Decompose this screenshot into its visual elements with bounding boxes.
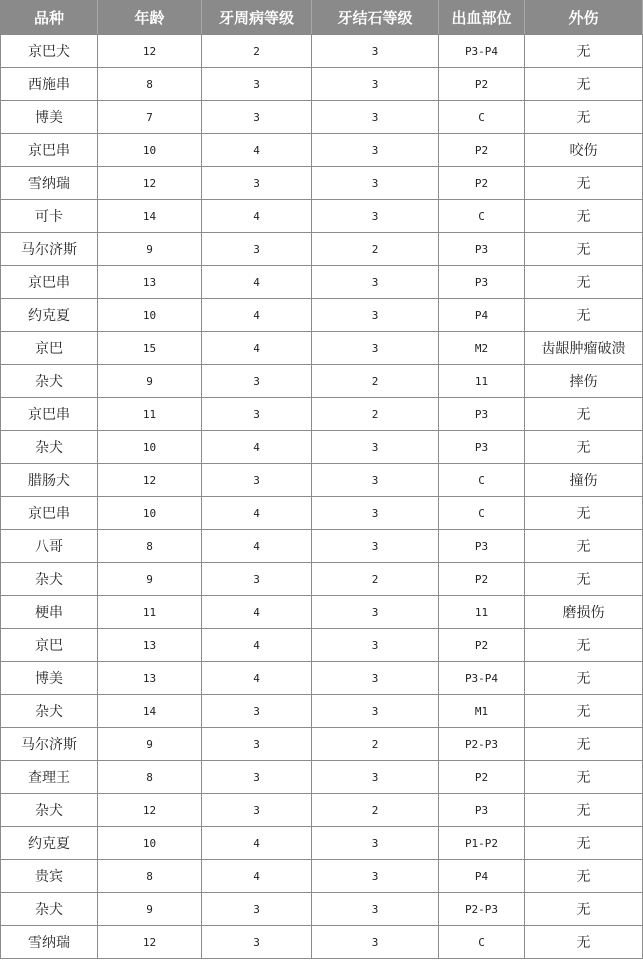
breed-cell: 约克夏 — [1, 827, 98, 860]
bleeding-site-cell: P1-P2 — [439, 827, 525, 860]
bleeding-site-cell: 11 — [439, 596, 525, 629]
bleeding-site-cell: P2 — [439, 134, 525, 167]
trauma-cell: 无 — [525, 860, 643, 893]
bleeding-site-cell: P2 — [439, 629, 525, 662]
trauma-cell: 无 — [525, 695, 643, 728]
age-cell: 8 — [98, 761, 202, 794]
header-trauma: 外伤 — [525, 1, 643, 35]
breed-cell: 博美 — [1, 662, 98, 695]
table-row — [1, 134, 643, 167]
age-cell: 15 — [98, 332, 202, 365]
tartar-grade-cell: 3 — [312, 662, 439, 695]
header-row — [1, 1, 643, 35]
breed-cell: 腊肠犬 — [1, 464, 98, 497]
bleeding-site-cell: C — [439, 464, 525, 497]
bleeding-site-cell: P2 — [439, 167, 525, 200]
periodontal-grade-cell: 4 — [202, 266, 312, 299]
periodontal-grade-cell: 3 — [202, 893, 312, 926]
breed-cell: 梗串 — [1, 596, 98, 629]
breed-cell: 京巴串 — [1, 497, 98, 530]
periodontal-grade-cell: 4 — [202, 860, 312, 893]
age-cell: 13 — [98, 266, 202, 299]
trauma-cell: 无 — [525, 761, 643, 794]
table-row — [1, 629, 643, 662]
table-row — [1, 464, 643, 497]
table-row — [1, 332, 643, 365]
periodontal-grade-cell: 3 — [202, 365, 312, 398]
breed-cell: 京巴犬 — [1, 35, 98, 68]
breed-cell: 京巴串 — [1, 134, 98, 167]
table-row — [1, 35, 643, 68]
breed-cell: 博美 — [1, 101, 98, 134]
periodontal-grade-cell: 4 — [202, 332, 312, 365]
table-row — [1, 497, 643, 530]
tartar-grade-cell: 3 — [312, 200, 439, 233]
breed-cell: 雪纳瑞 — [1, 167, 98, 200]
bleeding-site-cell: C — [439, 926, 525, 959]
tartar-grade-cell: 3 — [312, 926, 439, 959]
age-cell: 12 — [98, 167, 202, 200]
bleeding-site-cell: P2 — [439, 68, 525, 101]
trauma-cell: 无 — [525, 563, 643, 596]
trauma-cell: 齿龈肿瘤破溃 — [525, 332, 643, 365]
table-row — [1, 167, 643, 200]
periodontal-grade-cell: 4 — [202, 530, 312, 563]
trauma-cell: 无 — [525, 167, 643, 200]
breed-cell: 京巴串 — [1, 266, 98, 299]
periodontal-grade-cell: 4 — [202, 431, 312, 464]
header-bleeding-site: 出血部位 — [439, 1, 525, 35]
table-row — [1, 101, 643, 134]
tartar-grade-cell: 2 — [312, 563, 439, 596]
trauma-cell: 无 — [525, 926, 643, 959]
tartar-grade-cell: 3 — [312, 695, 439, 728]
breed-cell: 杂犬 — [1, 695, 98, 728]
periodontal-grade-cell: 3 — [202, 68, 312, 101]
age-cell: 10 — [98, 497, 202, 530]
periodontal-grade-cell: 3 — [202, 563, 312, 596]
header-breed: 品种 — [1, 1, 98, 35]
bleeding-site-cell: P2 — [439, 563, 525, 596]
table-row — [1, 563, 643, 596]
periodontal-grade-cell: 3 — [202, 101, 312, 134]
bleeding-site-cell: 11 — [439, 365, 525, 398]
trauma-cell: 无 — [525, 398, 643, 431]
tartar-grade-cell: 2 — [312, 794, 439, 827]
periodontal-grade-cell: 3 — [202, 464, 312, 497]
age-cell: 11 — [98, 596, 202, 629]
trauma-cell: 无 — [525, 200, 643, 233]
tartar-grade-cell: 3 — [312, 134, 439, 167]
trauma-cell: 无 — [525, 431, 643, 464]
age-cell: 9 — [98, 893, 202, 926]
breed-cell: 杂犬 — [1, 431, 98, 464]
bleeding-site-cell: P3 — [439, 794, 525, 827]
table-row — [1, 530, 643, 563]
bleeding-site-cell: C — [439, 200, 525, 233]
trauma-cell: 摔伤 — [525, 365, 643, 398]
table-row — [1, 761, 643, 794]
tartar-grade-cell: 3 — [312, 167, 439, 200]
tartar-grade-cell: 3 — [312, 497, 439, 530]
age-cell: 14 — [98, 200, 202, 233]
breed-cell: 马尔济斯 — [1, 728, 98, 761]
age-cell: 13 — [98, 662, 202, 695]
table-row — [1, 365, 643, 398]
trauma-cell: 无 — [525, 68, 643, 101]
tartar-grade-cell: 3 — [312, 761, 439, 794]
tartar-grade-cell: 2 — [312, 398, 439, 431]
tartar-grade-cell: 3 — [312, 629, 439, 662]
breed-cell: 西施串 — [1, 68, 98, 101]
table-row — [1, 728, 643, 761]
trauma-cell: 无 — [525, 233, 643, 266]
trauma-cell: 无 — [525, 662, 643, 695]
periodontal-grade-cell: 4 — [202, 200, 312, 233]
breed-cell: 京巴串 — [1, 398, 98, 431]
table-row — [1, 233, 643, 266]
periodontal-grade-cell: 3 — [202, 728, 312, 761]
tartar-grade-cell: 3 — [312, 68, 439, 101]
age-cell: 8 — [98, 860, 202, 893]
age-cell: 7 — [98, 101, 202, 134]
age-cell: 8 — [98, 530, 202, 563]
table-row — [1, 398, 643, 431]
bleeding-site-cell: M1 — [439, 695, 525, 728]
tartar-grade-cell: 3 — [312, 332, 439, 365]
bleeding-site-cell: P2-P3 — [439, 893, 525, 926]
age-cell: 10 — [98, 431, 202, 464]
periodontal-grade-cell: 4 — [202, 827, 312, 860]
tartar-grade-cell: 3 — [312, 893, 439, 926]
breed-cell: 马尔济斯 — [1, 233, 98, 266]
age-cell: 8 — [98, 68, 202, 101]
periodontal-grade-cell: 3 — [202, 926, 312, 959]
trauma-cell: 无 — [525, 35, 643, 68]
trauma-cell: 无 — [525, 827, 643, 860]
table-body — [1, 35, 643, 959]
tartar-grade-cell: 3 — [312, 35, 439, 68]
age-cell: 11 — [98, 398, 202, 431]
trauma-cell: 无 — [525, 299, 643, 332]
header-periodontal-grade: 牙周病等级 — [202, 1, 312, 35]
trauma-cell: 无 — [525, 530, 643, 563]
bleeding-site-cell: P2 — [439, 761, 525, 794]
header-age: 年龄 — [98, 1, 202, 35]
age-cell: 10 — [98, 134, 202, 167]
age-cell: 9 — [98, 365, 202, 398]
breed-cell: 京巴 — [1, 332, 98, 365]
age-cell: 10 — [98, 299, 202, 332]
bleeding-site-cell: P3 — [439, 398, 525, 431]
age-cell: 12 — [98, 464, 202, 497]
breed-cell: 杂犬 — [1, 794, 98, 827]
bleeding-site-cell: P3-P4 — [439, 662, 525, 695]
tartar-grade-cell: 3 — [312, 101, 439, 134]
tartar-grade-cell: 3 — [312, 464, 439, 497]
bleeding-site-cell: P3 — [439, 233, 525, 266]
bleeding-site-cell: P3 — [439, 530, 525, 563]
table-row — [1, 200, 643, 233]
tartar-grade-cell: 3 — [312, 431, 439, 464]
table-row — [1, 431, 643, 464]
breed-cell: 约克夏 — [1, 299, 98, 332]
tartar-grade-cell: 3 — [312, 596, 439, 629]
bleeding-site-cell: P3 — [439, 431, 525, 464]
table-row — [1, 299, 643, 332]
breed-cell: 杂犬 — [1, 365, 98, 398]
breed-cell: 京巴 — [1, 629, 98, 662]
tartar-grade-cell: 3 — [312, 266, 439, 299]
breed-cell: 查理王 — [1, 761, 98, 794]
trauma-cell: 无 — [525, 728, 643, 761]
bleeding-site-cell: P4 — [439, 299, 525, 332]
periodontal-grade-cell: 4 — [202, 596, 312, 629]
table-header — [1, 1, 643, 35]
age-cell: 13 — [98, 629, 202, 662]
table-row — [1, 860, 643, 893]
table-row — [1, 596, 643, 629]
periodontal-grade-cell: 4 — [202, 629, 312, 662]
tartar-grade-cell: 3 — [312, 299, 439, 332]
header-tartar-grade: 牙结石等级 — [312, 1, 439, 35]
age-cell: 12 — [98, 794, 202, 827]
tartar-grade-cell: 3 — [312, 530, 439, 563]
periodontal-grade-cell: 3 — [202, 167, 312, 200]
breed-cell: 贵宾 — [1, 860, 98, 893]
age-cell: 10 — [98, 827, 202, 860]
tartar-grade-cell: 2 — [312, 728, 439, 761]
trauma-cell: 无 — [525, 266, 643, 299]
age-cell: 12 — [98, 926, 202, 959]
age-cell: 12 — [98, 35, 202, 68]
breed-cell: 八哥 — [1, 530, 98, 563]
bleeding-site-cell: C — [439, 497, 525, 530]
trauma-cell: 无 — [525, 101, 643, 134]
periodontal-grade-cell: 4 — [202, 299, 312, 332]
tartar-grade-cell: 3 — [312, 827, 439, 860]
bleeding-site-cell: P3 — [439, 266, 525, 299]
table-row — [1, 794, 643, 827]
periodontal-grade-cell: 4 — [202, 662, 312, 695]
breed-cell: 雪纳瑞 — [1, 926, 98, 959]
trauma-cell: 无 — [525, 497, 643, 530]
periodontal-grade-cell: 3 — [202, 761, 312, 794]
age-cell: 9 — [98, 233, 202, 266]
breed-cell: 杂犬 — [1, 563, 98, 596]
tartar-grade-cell: 3 — [312, 860, 439, 893]
table-row — [1, 926, 643, 959]
bleeding-site-cell: M2 — [439, 332, 525, 365]
periodontal-grade-cell: 3 — [202, 695, 312, 728]
table-row — [1, 893, 643, 926]
periodontal-grade-cell: 3 — [202, 794, 312, 827]
age-cell: 9 — [98, 563, 202, 596]
breed-cell: 杂犬 — [1, 893, 98, 926]
age-cell: 14 — [98, 695, 202, 728]
trauma-cell: 咬伤 — [525, 134, 643, 167]
table-row — [1, 695, 643, 728]
breed-cell: 可卡 — [1, 200, 98, 233]
age-cell: 9 — [98, 728, 202, 761]
trauma-cell: 无 — [525, 629, 643, 662]
table-row — [1, 662, 643, 695]
tartar-grade-cell: 2 — [312, 233, 439, 266]
trauma-cell: 无 — [525, 794, 643, 827]
table-row — [1, 266, 643, 299]
trauma-cell: 无 — [525, 893, 643, 926]
periodontal-grade-cell: 4 — [202, 134, 312, 167]
periodontal-grade-cell: 3 — [202, 233, 312, 266]
bleeding-site-cell: P2-P3 — [439, 728, 525, 761]
trauma-cell: 磨损伤 — [525, 596, 643, 629]
bleeding-site-cell: C — [439, 101, 525, 134]
trauma-cell: 撞伤 — [525, 464, 643, 497]
periodontal-grade-cell: 3 — [202, 398, 312, 431]
tartar-grade-cell: 2 — [312, 365, 439, 398]
bleeding-site-cell: P4 — [439, 860, 525, 893]
table-row — [1, 68, 643, 101]
periodontal-grade-cell: 2 — [202, 35, 312, 68]
bleeding-site-cell: P3-P4 — [439, 35, 525, 68]
table-row — [1, 827, 643, 860]
periodontal-grade-cell: 4 — [202, 497, 312, 530]
